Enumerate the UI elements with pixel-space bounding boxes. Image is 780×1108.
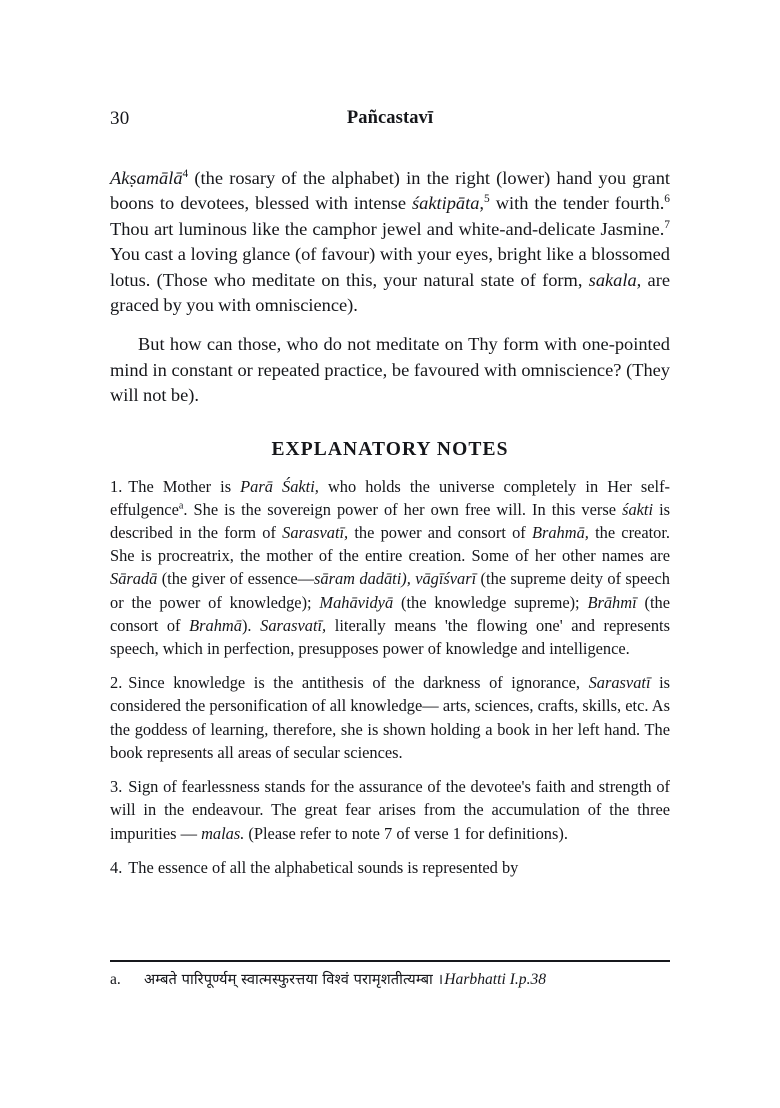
text-run: the creator. She is procreatrix, the mother of the entire creation. Some of her other names are [110, 523, 670, 566]
running-head [110, 108, 670, 142]
footnote-divider [110, 960, 670, 962]
text-run: Sign of fearlessness stands for the assurance of the devotee's faith and strength of will in the endeavour. The great fear arises from the accumulation of the three impurities — [110, 777, 670, 843]
text-run: the power and consort of [348, 523, 532, 543]
footnote-marker: a. [110, 971, 121, 988]
footnote-entry [110, 969, 670, 991]
section-heading-explanatory-notes: EXPLANATORY NOTES [271, 438, 509, 460]
italic-term: Sarasvatī [588, 673, 651, 693]
note-number: 2. [110, 673, 123, 693]
text-run: (the rosary of the alphabet) in the right (lower) hand you grant boons to devotees, blessed with intense [110, 168, 670, 214]
italic-term: Brahmā [189, 615, 242, 635]
footnote-area [110, 960, 670, 991]
verse-paragraph [110, 332, 670, 408]
italic-term: Sāradā [110, 569, 158, 589]
text-run: is described in the form of [110, 499, 671, 543]
text-run: is considered the personification of all knowledge— arts, sciences, crafts, skills, etc. As the goddess of learning, therefore, she is shown holding a book in her left hand. The book represents all areas of secular sciences. [110, 673, 671, 762]
text-run: You cast a loving glance (of favour) with your eyes, bright like a blossomed lotus. (Those who meditate on this, your natural state of form, [110, 244, 670, 290]
explanatory-notes-list [110, 475, 670, 879]
italic-term: Akṣamālā [110, 168, 183, 188]
italic-term: sāram dadāti), [314, 569, 411, 589]
text-run: (Please refer to note 7 of verse 1 for definitions). [244, 823, 568, 843]
italic-term: vāgīśvarī [415, 569, 477, 589]
text-run: (the giver of essence— [157, 569, 315, 589]
italic-term: Sarasvatī, [282, 523, 349, 543]
italic-term: Mahāvidyā [319, 592, 394, 612]
text-run: (the consort of [110, 592, 670, 635]
explanatory-note [110, 475, 670, 661]
italic-term: śaktipāta, [411, 193, 485, 214]
footnote-reference-marker: a [178, 500, 184, 512]
running-title: Pañcastavī [346, 108, 434, 128]
note-number: 4. [110, 857, 123, 877]
italic-term: sakala, [588, 269, 642, 290]
text-run: are graced by you with omniscience). [110, 269, 670, 316]
note-number: 3. [110, 777, 123, 797]
page-number: 30 [110, 108, 130, 129]
footnote-devanagari-text: अम्बते पारिपूर्ण्यम् स्वात्मस्फुरत्तया विश्वं परामृशतीत्यम्बा । [144, 971, 444, 988]
note-number: 1. [110, 476, 123, 496]
text-run: (the supreme deity of speech or the power of knowledge); [110, 569, 670, 612]
explanatory-note [110, 775, 670, 845]
footnote-reference-marker: 4 [182, 167, 189, 180]
text-run: Thou art luminous like the camphor jewel and white-and-delicate Jasmine. [110, 218, 665, 239]
footnote-reference-marker: 7 [664, 218, 670, 231]
text-run: Since knowledge is the antithesis of the darkness of ignorance, [128, 673, 589, 693]
text-run: with the tender fourth. [489, 193, 665, 214]
text-run: . She is the sovereign power of her own free will. In this verse [183, 499, 623, 519]
footnote-source-reference: Harbhatti I.p.38 [444, 971, 547, 988]
footnote-reference-marker: 6 [664, 193, 670, 206]
text-run: The essence of all the alphabetical sounds is represented by [128, 857, 519, 877]
text-run: The Mother is [128, 476, 241, 496]
italic-term: Sarasvatī, [260, 615, 327, 635]
verse-translation-block [110, 166, 670, 409]
italic-term: malas. [201, 823, 245, 843]
explanatory-note [110, 856, 670, 879]
text-run: (the knowledge supreme); [393, 592, 588, 612]
verse-paragraph [110, 166, 670, 318]
text-run: who holds the universe completely in Her self-effulgence [110, 476, 671, 519]
footnote-text [144, 969, 546, 991]
italic-term: Parā Śakti, [240, 476, 319, 496]
text-run: But how can those, who do not meditate on Thy form with one-pointed mind in constant or repeated practice, be favoured with omniscience? (They will not be). [110, 334, 670, 406]
text-run: ). [241, 615, 261, 635]
text-run: literally means 'the flowing one' and represents speech, which in perfection, presupposes power of knowledge and intelligence. [110, 615, 670, 659]
italic-term: Brahmā, [531, 523, 589, 543]
italic-term: Brāhmī [587, 592, 637, 612]
page-text-block [110, 108, 670, 890]
footnote-reference-marker: 5 [484, 193, 490, 206]
italic-term: śakti [622, 499, 654, 519]
explanatory-note [110, 671, 670, 764]
